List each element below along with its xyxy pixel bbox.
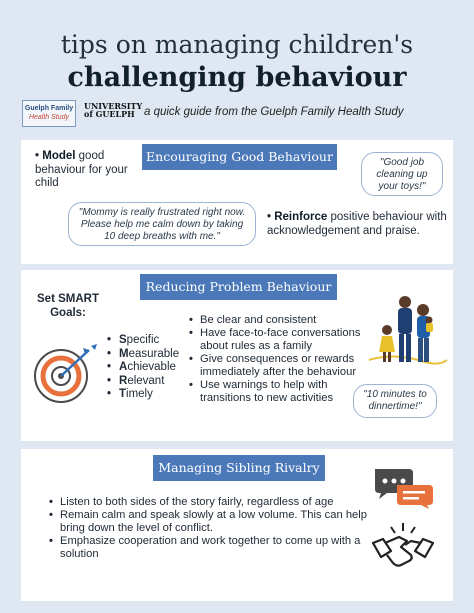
list-item: • Listen to both sides of the story fairly, regardless of age [60,496,367,509]
parent-quote-bubble: "Mommy is really frustrated right now. Please help me calm down by taking 10 deep breaths with me." [68,202,256,246]
target-arrow-icon [31,342,101,406]
sibling-panel [21,449,453,601]
logo-row [22,100,462,130]
smart-goals-title: Set SMART Goals: [37,293,99,319]
handshake-icon [371,521,435,569]
encouraging-panel [21,140,453,264]
encouraging-banner: Encouraging Good Behaviour [142,144,337,170]
list-item: • Give consequences or rewards immediately after the behaviour [200,353,367,379]
reinforce-text: positive behaviour with acknowledgement and praise. [267,211,447,237]
list-item: • Emphasize cooperation and work together to come up with a solution [60,535,367,561]
sibling-tips [47,496,367,561]
list-item: • Have face-to-face conversations about rules as a family [200,327,367,353]
praise-quote-bubble: "Good job cleaning up your toys!" [361,152,443,196]
reinforce-bold: Reinforce [274,211,328,223]
gfhs-logo-line1: Guelph Family [24,105,74,112]
sibling-banner: Managing Sibling Rivalry [153,455,325,481]
gfhs-logo-line2: Health Study [28,114,70,121]
smart-list [107,334,179,402]
subtitle: a quick guide from the Guelph Family Health Study [144,106,404,118]
smart-item: • Specific [107,334,179,348]
title-line-2: challenging behaviour [67,62,407,93]
ug-logo-line2: of GUELPH [84,109,135,119]
smart-item: • Timely [107,388,179,402]
title-line-1: tips on managing children's [60,30,414,59]
reinforce-tip: • Reinforce positive behaviour with acknowledgement and praise. [267,211,447,237]
gfhs-logo [22,100,76,127]
smart-item: • Measurable [107,348,179,362]
smart-item: • Achievable [107,361,179,375]
smart-item: • Relevant [107,375,179,389]
model-tip: • Model good behaviour for your child [35,150,128,189]
list-item: • Be clear and consistent [200,314,367,327]
list-item: • Remain calm and speak slowly at a low volume. This can help bring down the level of conflict. [60,509,367,535]
university-guelph-logo [84,102,142,118]
speech-bubbles-icon [371,465,435,509]
warning-quote-bubble: "10 minutes to dinnertime!" [353,384,437,418]
reducing-tips [187,314,367,405]
reducing-panel [21,270,453,441]
ug-logo-line1: UNIVERSITY [84,101,143,111]
family-illustration [365,290,449,374]
model-bold: Model [42,150,76,162]
list-item: • Use warnings to help with transitions to new activities [200,379,367,405]
reducing-banner: Reducing Problem Behaviour [140,274,337,300]
model-text: good behaviour for your child [35,150,128,189]
